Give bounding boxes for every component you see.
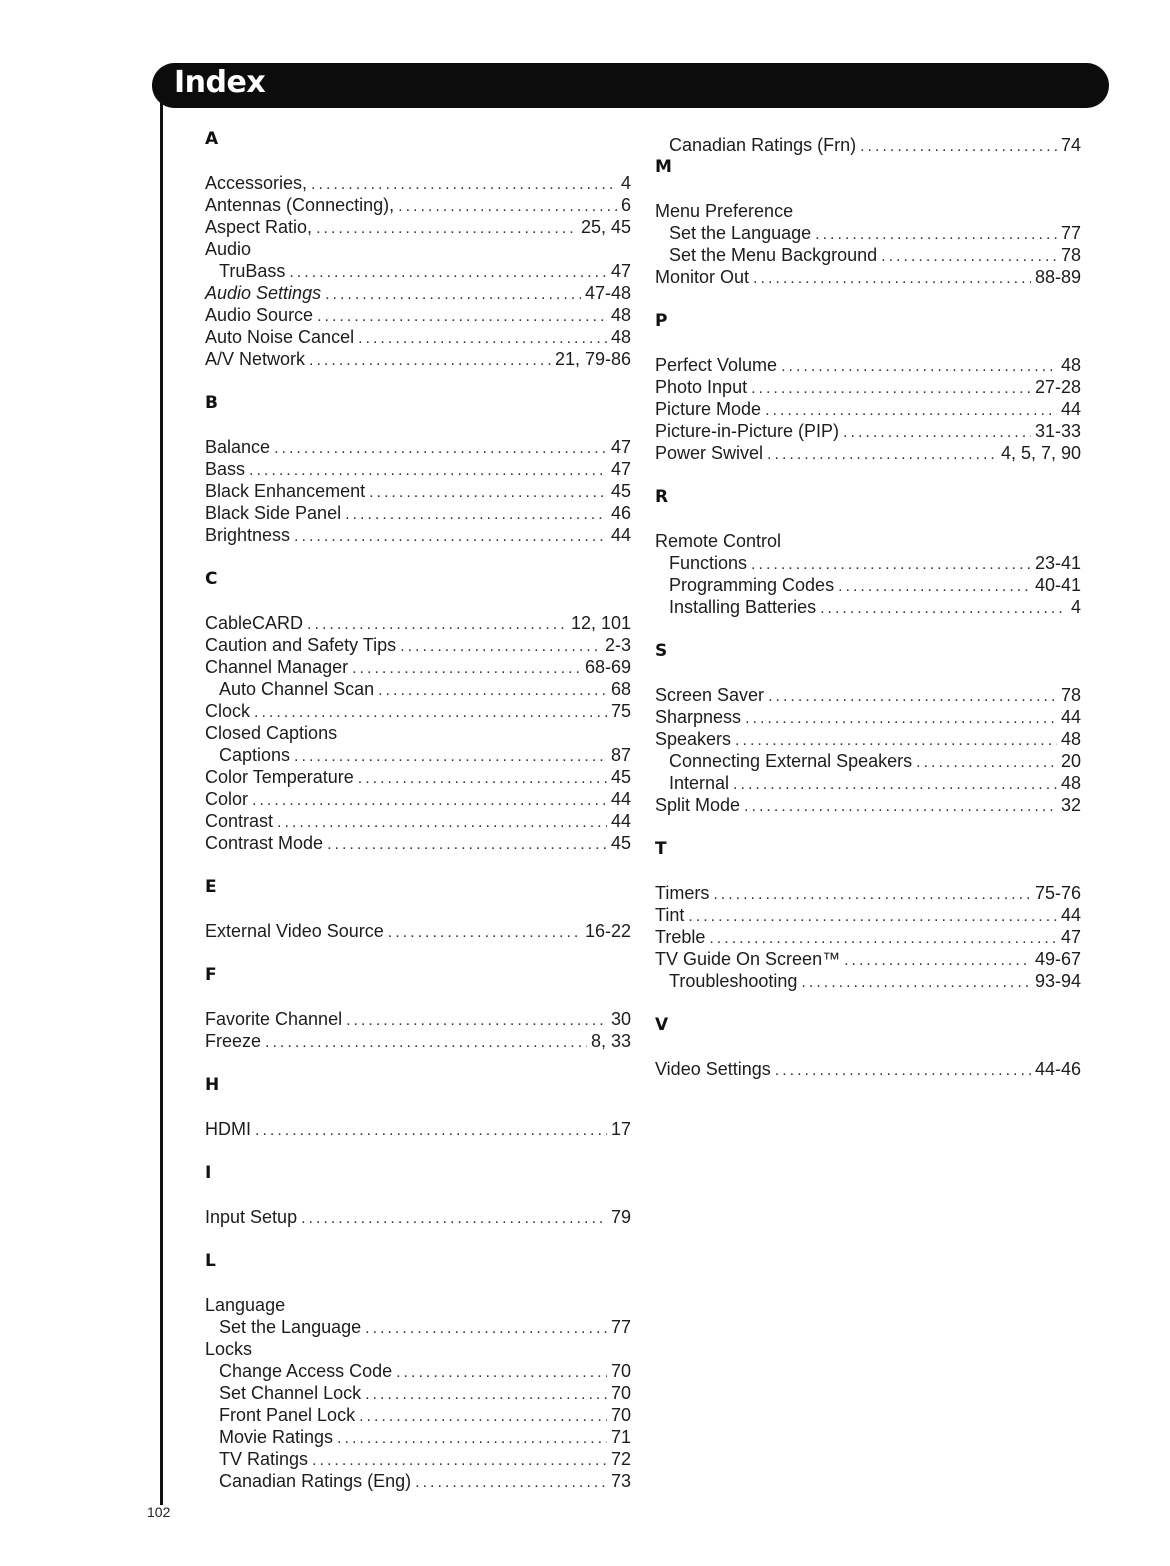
index-entry	[205, 480, 631, 502]
entry-pages: 48	[610, 305, 631, 325]
section-letter-i: I	[205, 1163, 212, 1183]
index-subentry	[205, 678, 631, 700]
index-entry	[205, 282, 631, 304]
entry-pages: 48	[1060, 773, 1081, 793]
index-subentry	[205, 1404, 631, 1426]
letter-gap	[205, 1096, 631, 1118]
index-entry	[655, 948, 1081, 970]
dot-leader	[358, 768, 607, 790]
entry-pages: 32	[1060, 795, 1081, 815]
entry-pages: 4	[1070, 597, 1081, 617]
letter-gap	[205, 986, 631, 1008]
letter-gap	[205, 1184, 631, 1206]
entry-label: Audio Source	[205, 305, 314, 325]
entry-pages: 71	[610, 1427, 631, 1447]
entry-pages: 44	[610, 789, 631, 809]
entry-label: Contrast	[205, 811, 274, 831]
index-entry	[205, 436, 631, 458]
entry-pages: 16-22	[584, 921, 631, 941]
left-margin-rule	[160, 100, 163, 1505]
entry-label: Canadian Ratings (Eng)	[219, 1471, 412, 1491]
entry-label: Bass	[205, 459, 246, 479]
dot-leader	[767, 444, 997, 466]
index-entry	[655, 882, 1081, 904]
index-heading: Locks	[205, 1339, 253, 1359]
index-subentry	[655, 596, 1081, 618]
entry-pages: 47	[610, 437, 631, 457]
index-entry	[655, 442, 1081, 464]
dot-leader	[254, 702, 607, 724]
index-entry	[655, 904, 1081, 926]
section-gap	[205, 1140, 631, 1162]
entry-label: Timers	[655, 883, 710, 903]
index-header-bar	[152, 63, 1109, 108]
index-heading: Language	[205, 1295, 286, 1315]
index-subentry	[655, 134, 1081, 156]
index-subentry	[655, 244, 1081, 266]
section-gap	[655, 816, 1081, 838]
index-subentry	[205, 1426, 631, 1448]
dot-leader	[415, 1472, 607, 1494]
dot-leader	[396, 1362, 607, 1384]
entry-label: Antennas (Connecting),	[205, 195, 395, 215]
dot-leader	[916, 752, 1057, 774]
entry-label: Photo Input	[655, 377, 748, 397]
entry-label: Contrast Mode	[205, 833, 324, 853]
letter-gap	[655, 508, 1081, 530]
index-column-right	[655, 134, 1081, 1080]
entry-label: Set the Menu Background	[669, 245, 878, 265]
section-gap	[655, 992, 1081, 1014]
index-subentry	[655, 222, 1081, 244]
dot-leader	[316, 218, 577, 240]
letter-gap	[205, 898, 631, 920]
index-entry	[205, 216, 631, 238]
dot-leader	[378, 680, 607, 702]
entry-pages: 49-67	[1034, 949, 1081, 969]
section-gap	[205, 370, 631, 392]
entry-pages: 72	[610, 1449, 631, 1469]
index-entry	[205, 458, 631, 480]
entry-label: Functions	[669, 553, 748, 573]
entry-pages: 44	[610, 811, 631, 831]
entry-label: Set the Language	[669, 223, 812, 243]
entry-label: Audio Settings	[205, 283, 322, 303]
dot-leader	[733, 774, 1057, 796]
entry-pages: 25, 45	[580, 217, 631, 237]
section-letter-l: L	[205, 1251, 216, 1271]
entry-pages: 40-41	[1034, 575, 1081, 595]
index-entry	[655, 266, 1081, 288]
index-entry	[205, 1206, 631, 1228]
section-letter-s: S	[655, 641, 668, 661]
index-entry	[655, 1058, 1081, 1080]
dot-leader	[274, 438, 607, 460]
index-heading: Menu Preference	[655, 201, 794, 221]
index-subentry	[655, 970, 1081, 992]
entry-pages: 45	[610, 833, 631, 853]
entry-label: Programming Codes	[669, 575, 835, 595]
section-gap	[205, 854, 631, 876]
entry-label: Split Mode	[655, 795, 741, 815]
entry-pages: 74	[1060, 135, 1081, 155]
index-entry	[205, 766, 631, 788]
entry-label: Picture Mode	[655, 399, 762, 419]
entry-label: Front Panel Lock	[219, 1405, 356, 1425]
dot-leader	[820, 598, 1067, 620]
entry-pages: 30	[610, 1009, 631, 1029]
dot-leader	[294, 746, 607, 768]
dot-leader	[317, 306, 607, 328]
section-gap	[205, 942, 631, 964]
dot-leader	[365, 1318, 607, 1340]
index-entry	[205, 326, 631, 348]
section-letter-e: E	[205, 877, 217, 897]
dot-leader	[369, 482, 607, 504]
index-entry	[205, 1118, 631, 1140]
dot-leader	[753, 268, 1031, 290]
entry-pages: 73	[610, 1471, 631, 1491]
dot-leader	[312, 1450, 607, 1472]
entry-pages: 48	[1060, 355, 1081, 375]
letter-gap	[655, 332, 1081, 354]
dot-leader	[327, 834, 607, 856]
entry-label: Clock	[205, 701, 251, 721]
entry-pages: 44-46	[1034, 1059, 1081, 1079]
dot-leader	[358, 328, 607, 350]
entry-label: TV Guide On Screen™	[655, 949, 841, 969]
dot-leader	[709, 928, 1057, 950]
entry-pages: 44	[610, 525, 631, 545]
index-entry	[205, 524, 631, 546]
entry-label: Caution and Safety Tips	[205, 635, 397, 655]
index-subentry	[205, 744, 631, 766]
index-entry	[205, 194, 631, 216]
entry-pages: 68-69	[584, 657, 631, 677]
entry-label: Connecting External Speakers	[669, 751, 913, 771]
section-gap	[655, 618, 1081, 640]
letter-gap	[655, 860, 1081, 882]
dot-leader	[309, 350, 551, 372]
entry-pages: 77	[610, 1317, 631, 1337]
entry-label: Color Temperature	[205, 767, 354, 787]
section-letter-a: A	[205, 129, 219, 149]
entry-label: Favorite Channel	[205, 1009, 343, 1029]
entry-pages: 48	[1060, 729, 1081, 749]
entry-label: CableCARD	[205, 613, 304, 633]
section-gap	[655, 464, 1081, 486]
index-subentry	[205, 1360, 631, 1382]
entry-label: Speakers	[655, 729, 732, 749]
entry-label: Monitor Out	[655, 267, 750, 287]
dot-leader	[352, 658, 581, 680]
section-letter-f: F	[205, 965, 217, 985]
entry-label: A/V Network	[205, 349, 306, 369]
entry-pages: 21, 79-86	[554, 349, 631, 369]
index-entry	[205, 656, 631, 678]
entry-label: Tint	[655, 905, 685, 925]
section-letter-v: V	[655, 1015, 669, 1035]
index-subentry	[655, 574, 1081, 596]
entry-label: Screen Saver	[655, 685, 765, 705]
dot-leader	[388, 922, 581, 944]
entry-pages: 87	[610, 745, 631, 765]
dot-leader	[398, 196, 617, 218]
dot-leader	[365, 1384, 607, 1406]
index-heading: Remote Control	[655, 531, 782, 551]
entry-pages: 8, 33	[590, 1031, 631, 1051]
index-subentry	[205, 260, 631, 282]
index-entry	[205, 502, 631, 524]
section-gap	[205, 546, 631, 568]
entry-label: TV Ratings	[219, 1449, 309, 1469]
dot-leader	[781, 356, 1057, 378]
entry-pages: 47-48	[584, 283, 631, 303]
entry-pages: 70	[610, 1405, 631, 1425]
dot-leader	[860, 136, 1057, 158]
letter-gap	[655, 1036, 1081, 1058]
entry-label: Video Settings	[655, 1059, 771, 1079]
section-letter-r: R	[655, 487, 669, 507]
entry-pages: 6	[620, 195, 631, 215]
index-heading: Audio	[205, 239, 252, 259]
dot-leader	[751, 378, 1031, 400]
entry-pages: 2-3	[604, 635, 631, 655]
index-entry	[205, 348, 631, 370]
section-letter-p: P	[655, 311, 668, 331]
index-entry	[205, 832, 631, 854]
index-entry	[655, 376, 1081, 398]
index-entry	[205, 634, 631, 656]
entry-label: Captions	[219, 745, 291, 765]
entry-pages: 78	[1060, 685, 1081, 705]
dot-leader	[765, 400, 1057, 422]
entry-pages: 75	[610, 701, 631, 721]
entry-pages: 23-41	[1034, 553, 1081, 573]
entry-label: Set the Language	[219, 1317, 362, 1337]
page-number: 102	[147, 1504, 171, 1520]
dot-leader	[255, 1120, 607, 1142]
index-subentry	[655, 750, 1081, 772]
index-entry	[205, 612, 631, 634]
entry-label: Aspect Ratio,	[205, 217, 313, 237]
entry-label: Black Side Panel	[205, 503, 342, 523]
index-entry	[655, 684, 1081, 706]
entry-label: Movie Ratings	[219, 1427, 334, 1447]
letter-gap	[205, 150, 631, 172]
index-subentry	[205, 1470, 631, 1492]
dot-leader	[337, 1428, 607, 1450]
dot-leader	[844, 950, 1031, 972]
entry-label: Troubleshooting	[669, 971, 798, 991]
entry-pages: 47	[610, 261, 631, 281]
index-subentry	[655, 552, 1081, 574]
index-heading: Closed Captions	[205, 723, 338, 743]
dot-leader	[294, 526, 607, 548]
entry-pages: 88-89	[1034, 267, 1081, 287]
index-entry	[205, 1008, 631, 1030]
dot-leader	[713, 884, 1031, 906]
entry-label: Sharpness	[655, 707, 742, 727]
section-letter-h: H	[205, 1075, 220, 1095]
dot-leader	[838, 576, 1031, 598]
index-subentry	[655, 772, 1081, 794]
entry-label: Black Enhancement	[205, 481, 366, 501]
entry-pages: 44	[1060, 399, 1081, 419]
index-entry	[205, 810, 631, 832]
entry-pages: 44	[1060, 905, 1081, 925]
entry-pages: 78	[1060, 245, 1081, 265]
dot-leader	[289, 262, 607, 284]
entry-pages: 77	[1060, 223, 1081, 243]
index-entry	[205, 788, 631, 810]
entry-label: Auto Channel Scan	[219, 679, 375, 699]
index-entry	[655, 398, 1081, 420]
dot-leader	[301, 1208, 607, 1230]
page-title: Index	[174, 65, 266, 100]
dot-leader	[265, 1032, 587, 1054]
entry-label: TruBass	[219, 261, 286, 281]
index-subentry	[205, 1316, 631, 1338]
dot-leader	[881, 246, 1057, 268]
entry-pages: 45	[610, 481, 631, 501]
index-entry	[655, 728, 1081, 750]
entry-pages: 46	[610, 503, 631, 523]
entry-pages: 70	[610, 1383, 631, 1403]
entry-pages: 75-76	[1034, 883, 1081, 903]
entry-label: HDMI	[205, 1119, 251, 1139]
index-entry	[655, 926, 1081, 948]
entry-label: Picture-in-Picture (PIP)	[655, 421, 840, 441]
dot-leader	[249, 460, 607, 482]
entry-label: Accessories,	[205, 173, 308, 193]
section-letter-b: B	[205, 393, 218, 413]
entry-label: Internal	[669, 773, 730, 793]
entry-pages: 48	[610, 327, 631, 347]
entry-pages: 68	[610, 679, 631, 699]
section-gap	[205, 1052, 631, 1074]
entry-label: Set Channel Lock	[219, 1383, 362, 1403]
letter-gap	[655, 662, 1081, 684]
entry-label: Installing Batteries	[669, 597, 817, 617]
entry-label: Balance	[205, 437, 271, 457]
entry-label: Freeze	[205, 1031, 262, 1051]
dot-leader	[775, 1060, 1031, 1082]
entry-label: Canadian Ratings (Frn)	[669, 135, 857, 155]
entry-label: External Video Source	[205, 921, 384, 941]
index-entry	[205, 700, 631, 722]
dot-leader	[345, 504, 607, 526]
entry-pages: 93-94	[1034, 971, 1081, 991]
index-subentry	[205, 1448, 631, 1470]
dot-leader	[735, 730, 1057, 752]
dot-leader	[745, 708, 1057, 730]
dot-leader	[815, 224, 1057, 246]
entry-pages: 45	[610, 767, 631, 787]
index-entry	[655, 794, 1081, 816]
dot-leader	[744, 796, 1057, 818]
entry-pages: 4, 5, 7, 90	[1000, 443, 1081, 463]
entry-pages: 31-33	[1034, 421, 1081, 441]
dot-leader	[400, 636, 601, 658]
entry-label: Channel Manager	[205, 657, 349, 677]
entry-label: Brightness	[205, 525, 291, 545]
dot-leader	[843, 422, 1031, 444]
section-gap	[655, 288, 1081, 310]
section-letter-c: C	[205, 569, 218, 589]
index-column-left	[205, 128, 631, 1492]
dot-leader	[801, 972, 1031, 994]
index-entry	[655, 706, 1081, 728]
index-entry	[205, 1030, 631, 1052]
entry-pages: 44	[1060, 707, 1081, 727]
section-gap	[205, 1228, 631, 1250]
dot-leader	[688, 906, 1057, 928]
dot-leader	[751, 554, 1031, 576]
entry-pages: 70	[610, 1361, 631, 1381]
dot-leader	[768, 686, 1057, 708]
dot-leader	[307, 614, 567, 636]
letter-gap	[205, 1272, 631, 1294]
index-entry	[205, 304, 631, 326]
letter-gap	[205, 590, 631, 612]
entry-label: Auto Noise Cancel	[205, 327, 355, 347]
entry-pages: 17	[610, 1119, 631, 1139]
entry-label: Perfect Volume	[655, 355, 778, 375]
dot-leader	[277, 812, 607, 834]
letter-gap	[655, 178, 1081, 200]
entry-pages: 4	[620, 173, 631, 193]
entry-pages: 47	[1060, 927, 1081, 947]
entry-pages: 20	[1060, 751, 1081, 771]
dot-leader	[325, 284, 581, 306]
entry-label: Change Access Code	[219, 1361, 393, 1381]
entry-label: Power Swivel	[655, 443, 764, 463]
index-entry	[205, 920, 631, 942]
letter-gap	[205, 414, 631, 436]
entry-pages: 27-28	[1034, 377, 1081, 397]
section-letter-t: T	[655, 839, 667, 859]
index-entry	[205, 172, 631, 194]
entry-label: Color	[205, 789, 249, 809]
section-letter-m: M	[655, 157, 672, 177]
entry-pages: 12, 101	[570, 613, 631, 633]
dot-leader	[311, 174, 617, 196]
entry-pages: 47	[610, 459, 631, 479]
entry-pages: 79	[610, 1207, 631, 1227]
entry-label: Treble	[655, 927, 706, 947]
dot-leader	[252, 790, 607, 812]
index-subentry	[205, 1382, 631, 1404]
index-entry	[655, 354, 1081, 376]
dot-leader	[359, 1406, 607, 1428]
dot-leader	[346, 1010, 607, 1032]
index-entry	[655, 420, 1081, 442]
entry-label: Input Setup	[205, 1207, 298, 1227]
